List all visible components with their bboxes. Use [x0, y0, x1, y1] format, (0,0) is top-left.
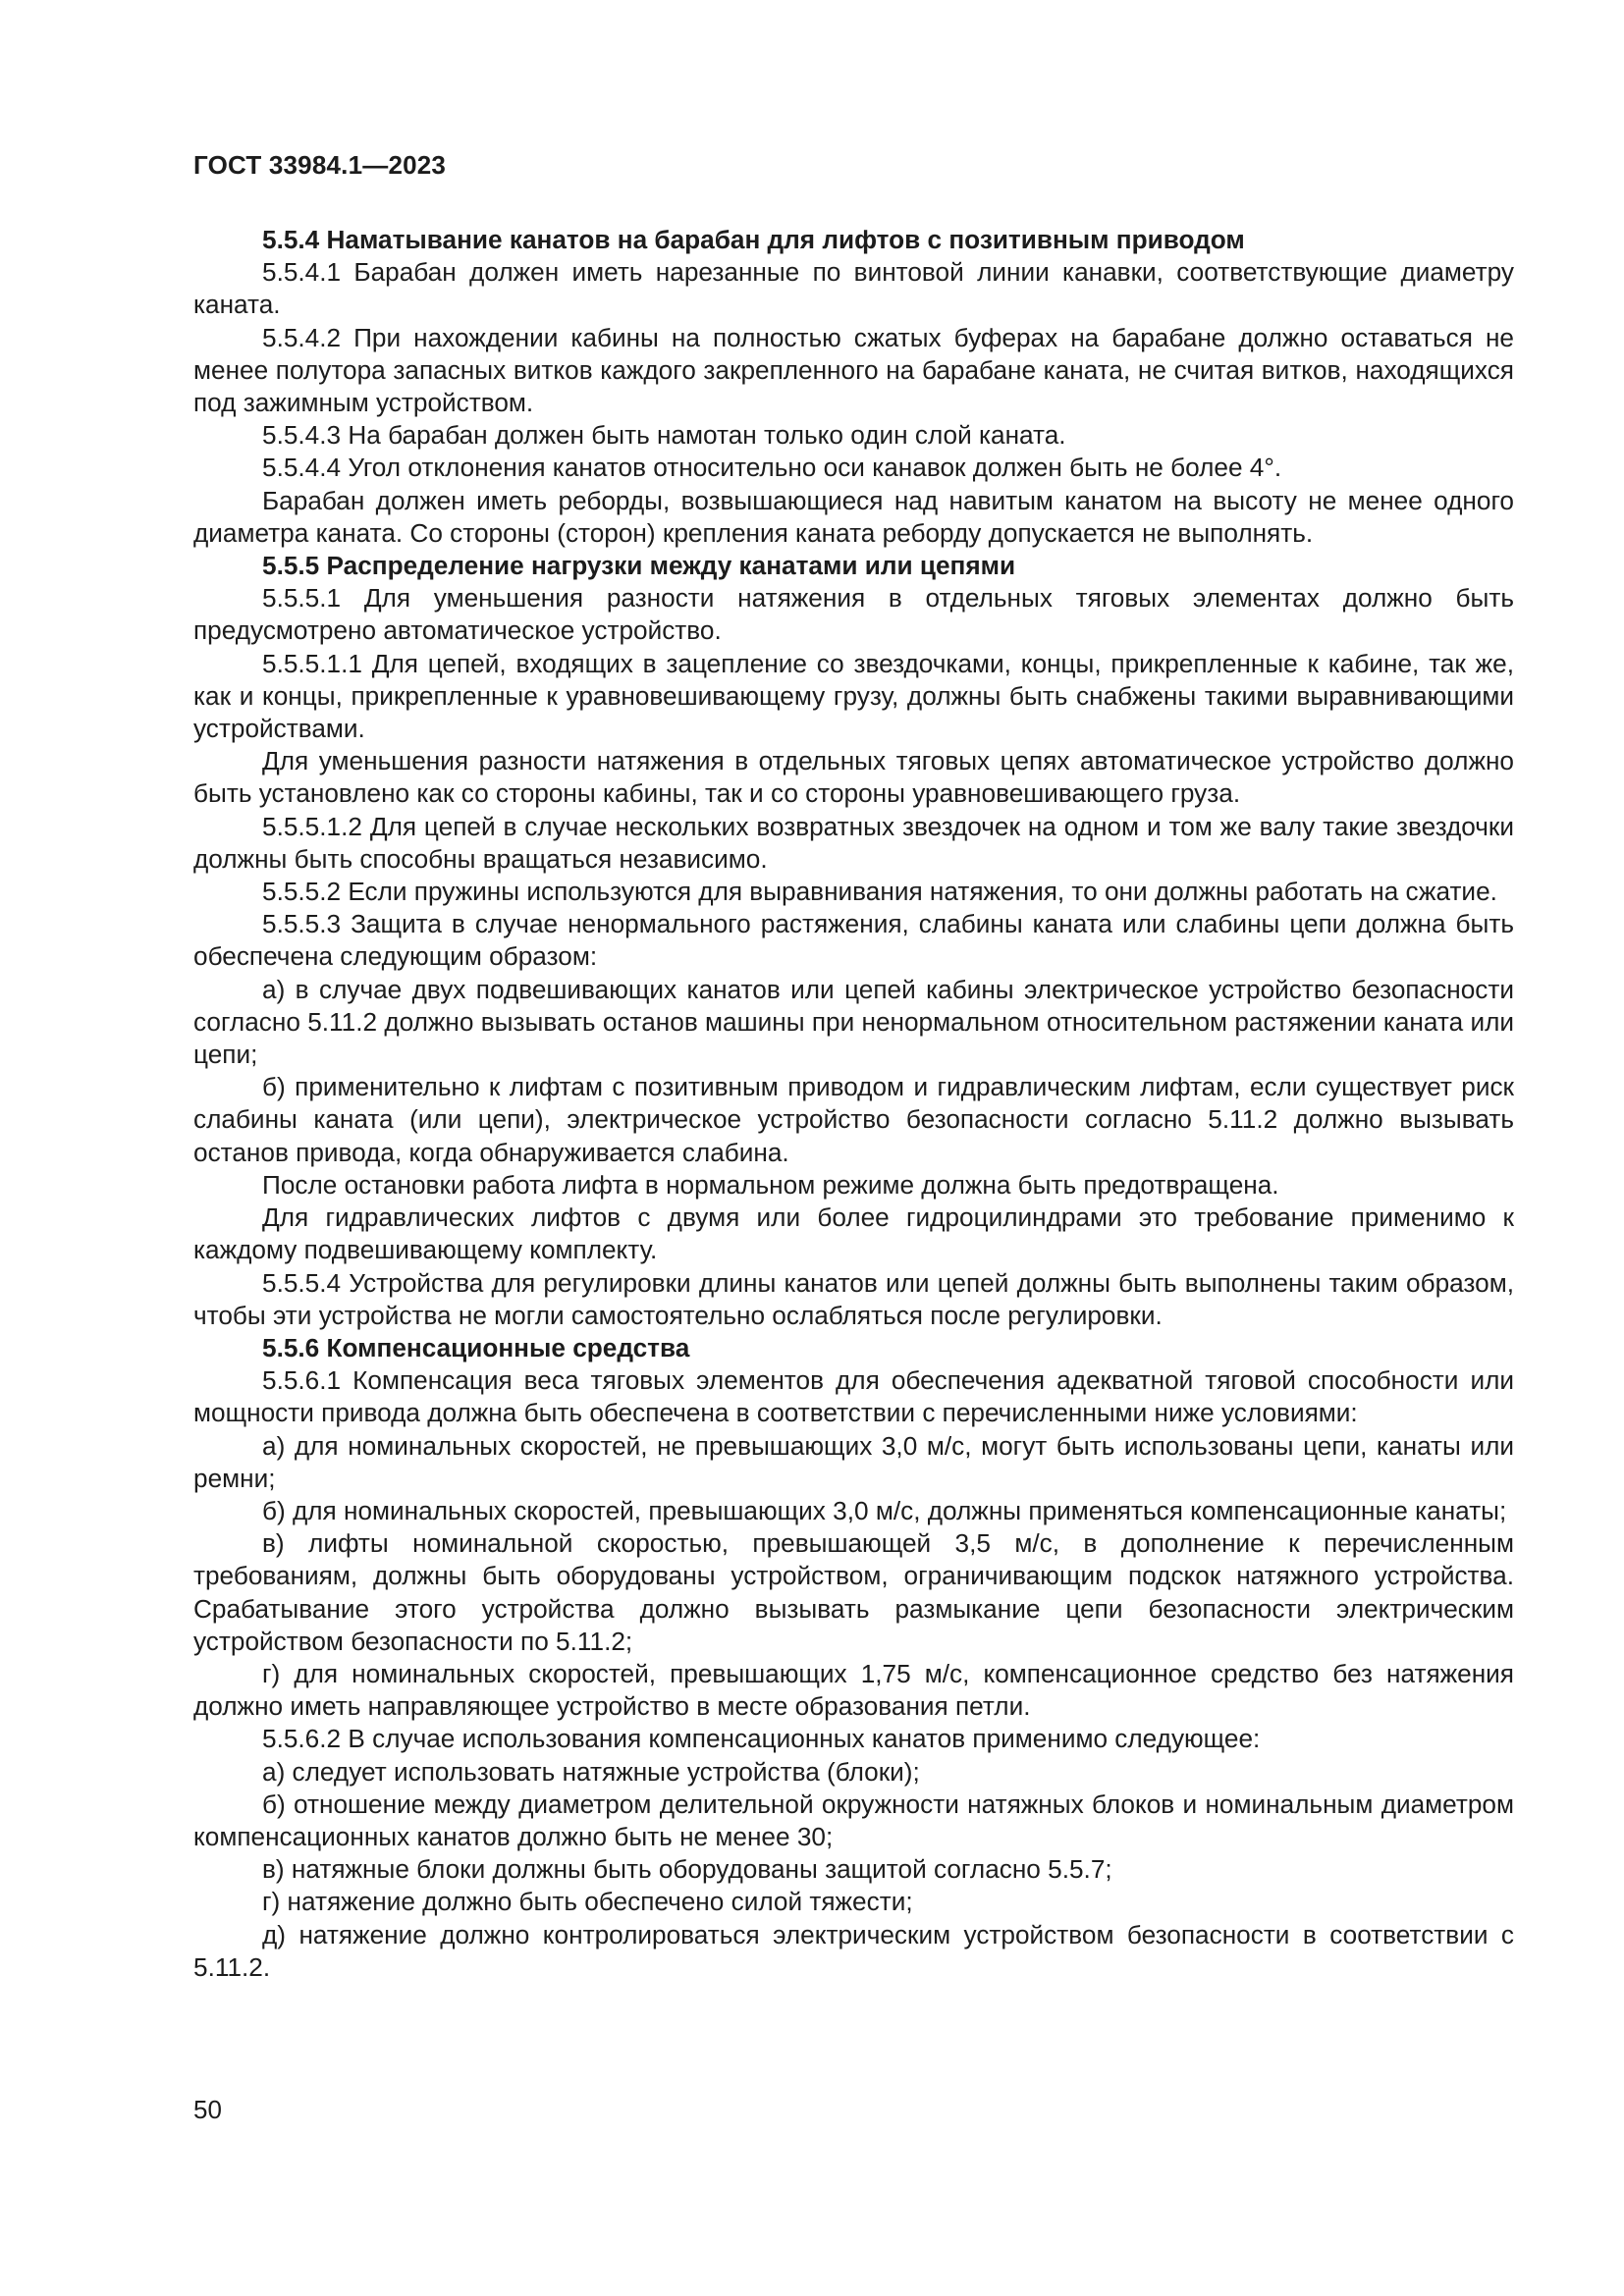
list-item: б) отношение между диаметром делительной окружности натяжных блоков и номинальным диаметром компенсационных канатов должно быть не менее 30; [193, 1789, 1514, 1851]
list-item: в) лифты номинальной скоростью, превышающей 3,5 м/с, в дополнение к перечисленным требованиям, должны быть оборудованы устройством, ограничивающим подскок натяжного устройства. Срабатывание этого устройства должно вызывать размыкание цепи безопасности электрическим устройством безопасности по 5.11.2; [193, 1528, 1514, 1656]
list-item: г) для номинальных скоростей, превышающих 1,75 м/с, компенсационное средство без натяжения должно иметь направляющее устройство в месте образования петли. [193, 1658, 1514, 1722]
paragraph: 5.5.6.1 Компенсация веса тяговых элементов для обеспечения адекватной тяговой способности или мощности привода должна быть обеспечена в соответствии с перечисленными ниже условиями: [193, 1365, 1514, 1428]
paragraph: 5.5.5.1.2 Для цепей в случае нескольких возвратных звездочек на одном и том же валу такие звездочки должны быть способны вращаться независимо. [193, 811, 1514, 874]
list-item: б) применительно к лифтам с позитивным приводом и гидравлическим лифтам, если существует риск слабины каната (или цепи), электрическое устройство безопасности согласно 5.11.2 должно вызывать останов привода, когда обнаруживается слабина. [193, 1072, 1514, 1167]
section-heading-5-5-4: 5.5.4 Наматывание канатов на барабан для лифтов с позитивным приводом [262, 225, 1245, 254]
page-body [193, 224, 1514, 1984]
list-item: г) натяжение должно быть обеспечено силой тяжести; [262, 1887, 913, 1917]
list-item: д) натяжение должно контролироваться электрическим устройством безопасности в соответствии с 5.11.2. [193, 1919, 1514, 1982]
page-number: 50 [193, 2095, 222, 2124]
paragraph: 5.5.4.4 Угол отклонения канатов относительно оси канавок должен быть не более 4°. [262, 453, 1282, 483]
paragraph: 5.5.4.3 На барабан должен быть намотан только один слой каната. [262, 420, 1066, 451]
paragraph: 5.5.5.4 Устройства для регулировки длины канатов или цепей должны быть выполнены таким образом, чтобы эти устройства не могли самостоятельно ослабляться после регулировки. [193, 1267, 1514, 1330]
paragraph: 5.5.5.2 Если пружины используются для выравнивания натяжения, то они должны работать на сжатие. [262, 877, 1497, 907]
paragraph: 5.5.4.2 При нахождении кабины на полностью сжатых буферах на барабане должно оставаться не менее полутора запасных витков каждого закрепленного на барабане каната, не считая витков, находящихся под зажимным устройством. [193, 322, 1514, 418]
paragraph: Для гидравлических лифтов с двумя или более гидроцилиндрами это требование применимо к каждому подвешивающему комплекту. [193, 1202, 1514, 1265]
paragraph: 5.5.4.1 Барабан должен иметь нарезанные по винтовой линии канавки, соответствующие диаметру каната. [193, 257, 1514, 320]
list-item: а) для номинальных скоростей, не превышающих 3,0 м/с, могут быть использованы цепи, канаты или ремни; [193, 1430, 1514, 1493]
document-header: ГОСТ 33984.1—2023 [193, 150, 447, 180]
list-item: в) натяжные блоки должны быть оборудованы защитой согласно 5.5.7; [262, 1854, 1112, 1885]
paragraph: 5.5.6.2 В случае использования компенсационных канатов применимо следующее: [262, 1724, 1261, 1754]
section-heading-5-5-5: 5.5.5 Распределение нагрузки между канатами или цепями [262, 551, 1016, 581]
paragraph: Для уменьшения разности натяжения в отдельных тяговых цепях автоматическое устройство должно быть установлено как со стороны кабины, так и со стороны уравновешивающего груза. [193, 746, 1514, 809]
paragraph: После остановки работа лифта в нормальном режиме должна быть предотвращена. [262, 1169, 1279, 1200]
section-heading-5-5-6: 5.5.6 Компенсационные средства [262, 1332, 690, 1362]
list-item: б) для номинальных скоростей, превышающих 3,0 м/с, должны применяться компенсационные канаты; [262, 1495, 1507, 1525]
paragraph: 5.5.5.1 Для уменьшения разности натяжения в отдельных тяговых элементах должно быть предусмотрено автоматическое устройство. [193, 583, 1514, 646]
list-item: а) в случае двух подвешивающих канатов или цепей кабины электрическое устройство безопасности согласно 5.11.2 должно вызывать останов машины при ненормальном относительном растяжении каната или цепи; [193, 974, 1514, 1070]
paragraph: 5.5.5.1.1 Для цепей, входящих в зацепление со звездочками, концы, прикрепленные к кабине, так же, как и концы, прикрепленные к уравновешивающему грузу, должны быть снабжены такими выравнивающими устройствами. [193, 648, 1514, 744]
paragraph: Барабан должен иметь реборды, возвышающиеся над навитым канатом на высоту не менее одного диаметра каната. Со стороны (сторон) крепления каната реборду допускается не выполнять. [193, 485, 1514, 548]
list-item: а) следует использовать натяжные устройства (блоки); [262, 1756, 920, 1787]
paragraph: 5.5.5.3 Защита в случае ненормального растяжения, слабины каната или слабины цепи должна быть обеспечена следующим образом: [193, 909, 1514, 972]
